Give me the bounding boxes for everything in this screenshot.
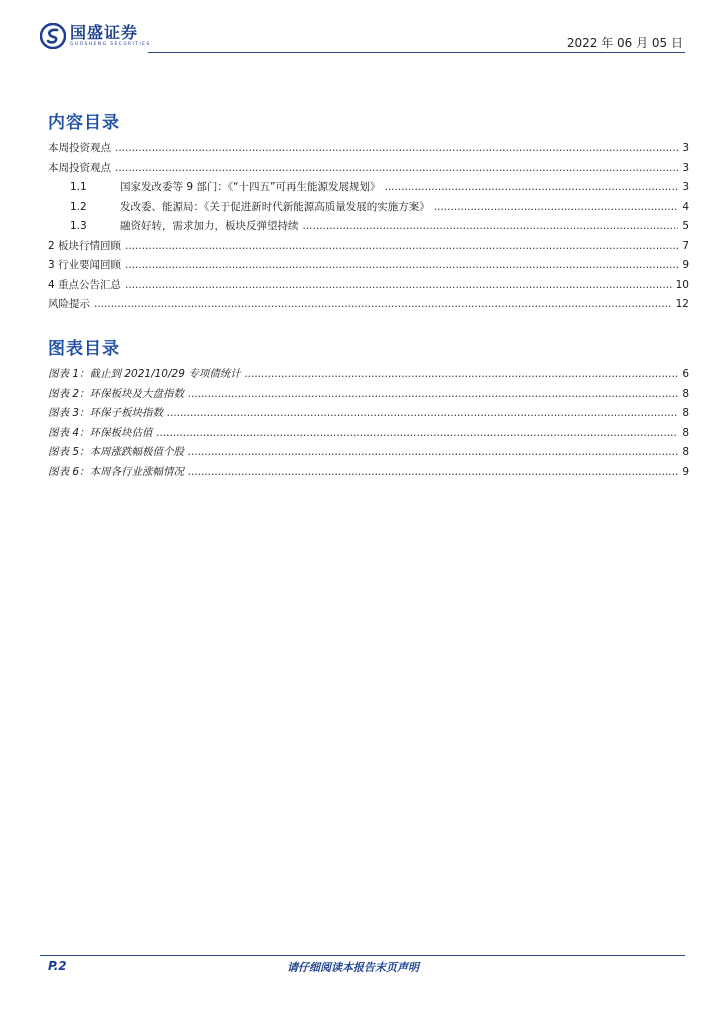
- toc-label: 发改委、能源局：《关于促进新时代新能源高质量发展的实施方案》: [120, 200, 430, 213]
- toc-leader: [245, 368, 679, 380]
- header-divider: [148, 52, 685, 53]
- toc-label: 3 行业要闻回顾: [48, 259, 122, 271]
- toc-leader: [125, 240, 678, 252]
- figure-label: 图表 1：截止到 2021/10/29 专项债统计: [48, 368, 241, 380]
- figure-item[interactable]: [48, 366, 689, 386]
- toc-leader: [188, 446, 678, 458]
- disclaimer-note: 请仔细阅读本报告末页声明: [287, 961, 419, 974]
- toc-item[interactable]: [48, 238, 689, 258]
- figure-label: 图表 6：本周各行业涨幅情况: [48, 465, 185, 478]
- figures-list: [48, 366, 689, 483]
- toc-leader: [115, 162, 678, 174]
- toc-subitem[interactable]: [48, 199, 689, 219]
- toc-leader: [188, 466, 678, 478]
- contents-list: [48, 140, 689, 316]
- figure-page: 9: [682, 465, 689, 478]
- page-header: [40, 20, 685, 54]
- figure-label: 图表 5：本周涨跌幅极值个股: [48, 446, 185, 458]
- footer-divider: [40, 955, 685, 956]
- toc-leader: [115, 142, 678, 154]
- toc-leader: [167, 407, 678, 419]
- toc-number: 1.1: [70, 181, 87, 193]
- toc-label: 风险提示: [48, 298, 90, 310]
- toc-leader: [94, 298, 672, 310]
- toc-leader: [434, 201, 679, 213]
- toc-page: 3: [682, 142, 689, 154]
- toc-page: 4: [682, 200, 689, 213]
- figure-item[interactable]: [48, 444, 689, 464]
- page-number: P.2: [48, 959, 67, 973]
- logo-name-en: GUOSHENG SECURITIES: [70, 42, 151, 47]
- figures-title: 图表目录: [48, 339, 120, 359]
- toc-item[interactable]: [48, 277, 689, 297]
- toc-page: 12: [675, 298, 689, 310]
- toc-leader: [188, 388, 678, 400]
- toc-label: 2 板块行情回顾: [48, 239, 122, 252]
- toc-leader: [125, 259, 678, 271]
- toc-item[interactable]: [48, 296, 689, 316]
- toc-page: 3: [682, 161, 689, 174]
- figure-label: 图表 3：环保子板块指数: [48, 407, 164, 419]
- contents-title: 内容目录: [48, 113, 120, 133]
- figure-page: 8: [682, 407, 689, 419]
- toc-item[interactable]: [48, 140, 689, 160]
- toc-page: 5: [682, 220, 689, 232]
- toc-label: 本周投资观点: [48, 142, 111, 154]
- toc-number: 1.2: [70, 200, 87, 213]
- report-date: 2022 年 06 月 05 日: [566, 36, 683, 50]
- toc-number: 1.3: [70, 220, 87, 232]
- toc-subitem[interactable]: [48, 179, 689, 199]
- company-logo: [40, 20, 151, 52]
- figure-page: 8: [682, 446, 689, 458]
- figure-page: 8: [682, 426, 689, 439]
- toc-item[interactable]: [48, 160, 689, 180]
- figure-item[interactable]: [48, 425, 689, 445]
- toc-label: 4 重点公告汇总: [48, 278, 122, 291]
- toc-leader: [125, 279, 672, 291]
- toc-page: 3: [682, 181, 689, 193]
- figure-label: 图表 4：环保板块估值: [48, 426, 153, 439]
- logo-name-cn: 国盛证券: [70, 23, 139, 42]
- toc-label: 本周投资观点: [48, 161, 111, 174]
- figure-item[interactable]: [48, 405, 689, 425]
- toc-subitem[interactable]: [48, 218, 689, 238]
- figure-item[interactable]: [48, 464, 689, 484]
- figure-page: 8: [682, 387, 689, 400]
- toc-label: 国家发改委等 9 部门：《“十四五”可再生能源发展规划》: [120, 181, 381, 193]
- toc-page: 7: [682, 239, 689, 252]
- toc-leader: [384, 181, 678, 193]
- guosheng-logo-icon: [40, 23, 66, 49]
- toc-page: 10: [675, 278, 689, 291]
- toc-page: 9: [682, 259, 689, 271]
- figure-item[interactable]: [48, 386, 689, 406]
- toc-label: 融资好转，需求加力，板块反弹望持续: [120, 220, 299, 232]
- figure-page: 6: [682, 368, 689, 380]
- toc-leader: [157, 427, 679, 439]
- figure-label: 图表 2：环保板块及大盘指数: [48, 387, 185, 400]
- toc-item[interactable]: [48, 257, 689, 277]
- toc-leader: [303, 220, 679, 232]
